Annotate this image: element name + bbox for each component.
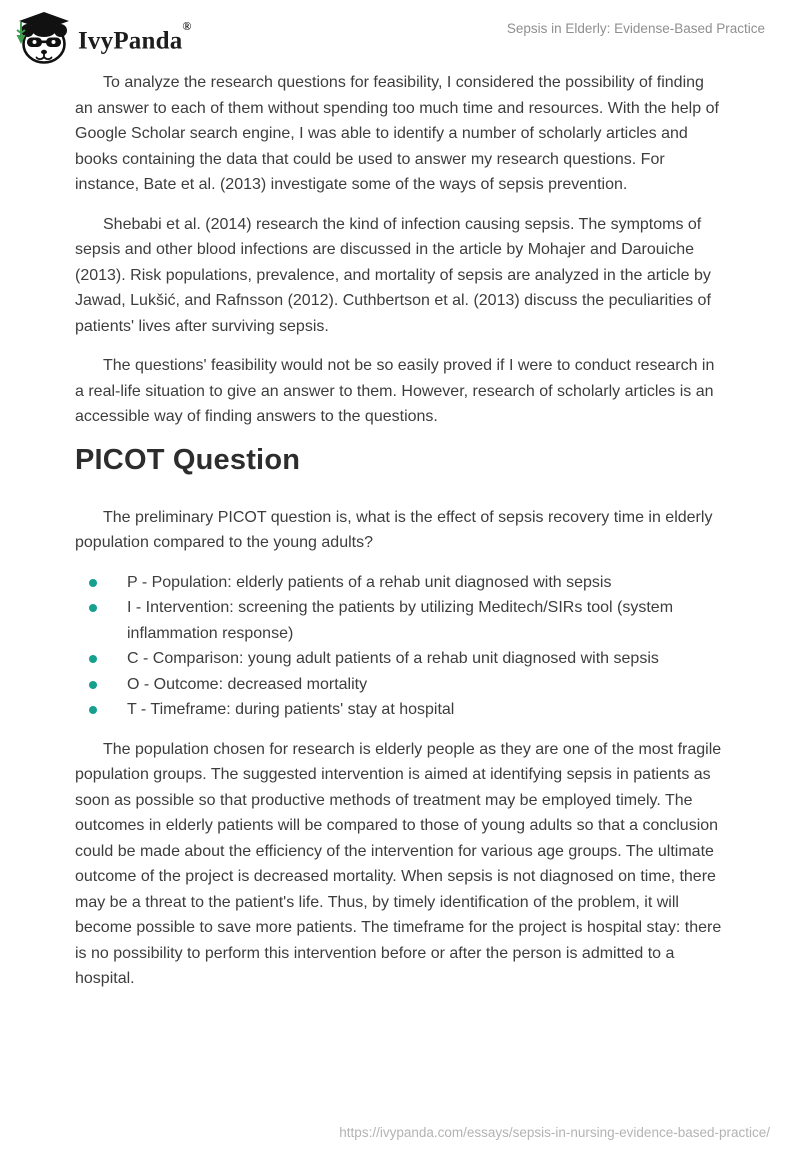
picot-list bbox=[75, 570, 725, 723]
list-item: T - Timeframe: during patients' stay at hospital bbox=[75, 697, 725, 723]
list-item: C - Comparison: young adult patients of a rehab unit diagnosed with sepsis bbox=[75, 646, 725, 672]
source-url-link[interactable]: https://ivypanda.com/essays/sepsis-in-nursing-evidence-based-practice/ bbox=[339, 1125, 770, 1140]
list-item: P - Population: elderly patients of a rehab unit diagnosed with sepsis bbox=[75, 570, 725, 596]
brand-name: IvyPanda® bbox=[78, 19, 192, 55]
paragraph: The population chosen for research is elderly people as they are one of the most fragile population groups. The suggested intervention is aimed at identifying sepsis in patients as soon as possible so that productive methods of treatment may be employed timely. The outcomes in elderly patients will be compared to those of young adults so that a conclusion could be made about the efficiency of the intervention for various age groups. The ultimate outcome of the project is decreased mortality. When sepsis is not diagnosed on time, there may be a threat to the patient's life. Thus, by timely identification of the problem, it will become possible to save more patients. The timeframe for the project is hospital stay: there is no possibility to perform this intervention before or after the person is admitted to a hospital. bbox=[75, 740, 722, 987]
paragraph: The preliminary PICOT question is, what is the effect of sepsis recovery time in elderly population compared to the young adults? bbox=[75, 508, 713, 551]
picot-question-heading: PICOT Question bbox=[75, 443, 301, 476]
paragraph: The questions' feasibility would not be so easily proved if I were to conduct research in a real-life situation to give an answer to them. However, research of scholarly articles is an accessible way of finding answers to the questions. bbox=[75, 357, 715, 425]
paragraph: To analyze the research questions for feasibility, I considered the possibility of finding an answer to each of them without spending too much time and resources. With the help of Google Scholar search engine, I was able to identify a number of scholarly articles and books containing the data that could be used to answer my research questions. For instance, Bate et al. (2013) investigate some of the ways of sepsis prevention. bbox=[75, 74, 719, 193]
registered-mark: ® bbox=[182, 19, 192, 33]
ivypanda-logo-icon bbox=[14, 11, 70, 65]
document-title: Sepsis in Elderly: Evidense-Based Practice bbox=[506, 21, 765, 36]
list-item: O - Outcome: decreased mortality bbox=[75, 672, 725, 698]
brand[interactable] bbox=[14, 8, 192, 68]
list-item: I - Intervention: screening the patients by utilizing Meditech/SIRs tool (system inflammation response) bbox=[75, 595, 725, 646]
page-header bbox=[0, 0, 800, 62]
paragraph: Shebabi et al. (2014) research the kind of infection causing sepsis. The symptoms of sepsis and other blood infections are discussed in the article by Mohajer and Darouiche (2013). Risk populations, prevalence, and mortality of sepsis are analyzed in the article by Jawad, Lukšić, and Rafnsson (2012). Cuthbertson et al. (2013) discuss the peculiarities of patients' lives after surviving sepsis. bbox=[75, 215, 711, 335]
essay-content bbox=[0, 62, 800, 992]
